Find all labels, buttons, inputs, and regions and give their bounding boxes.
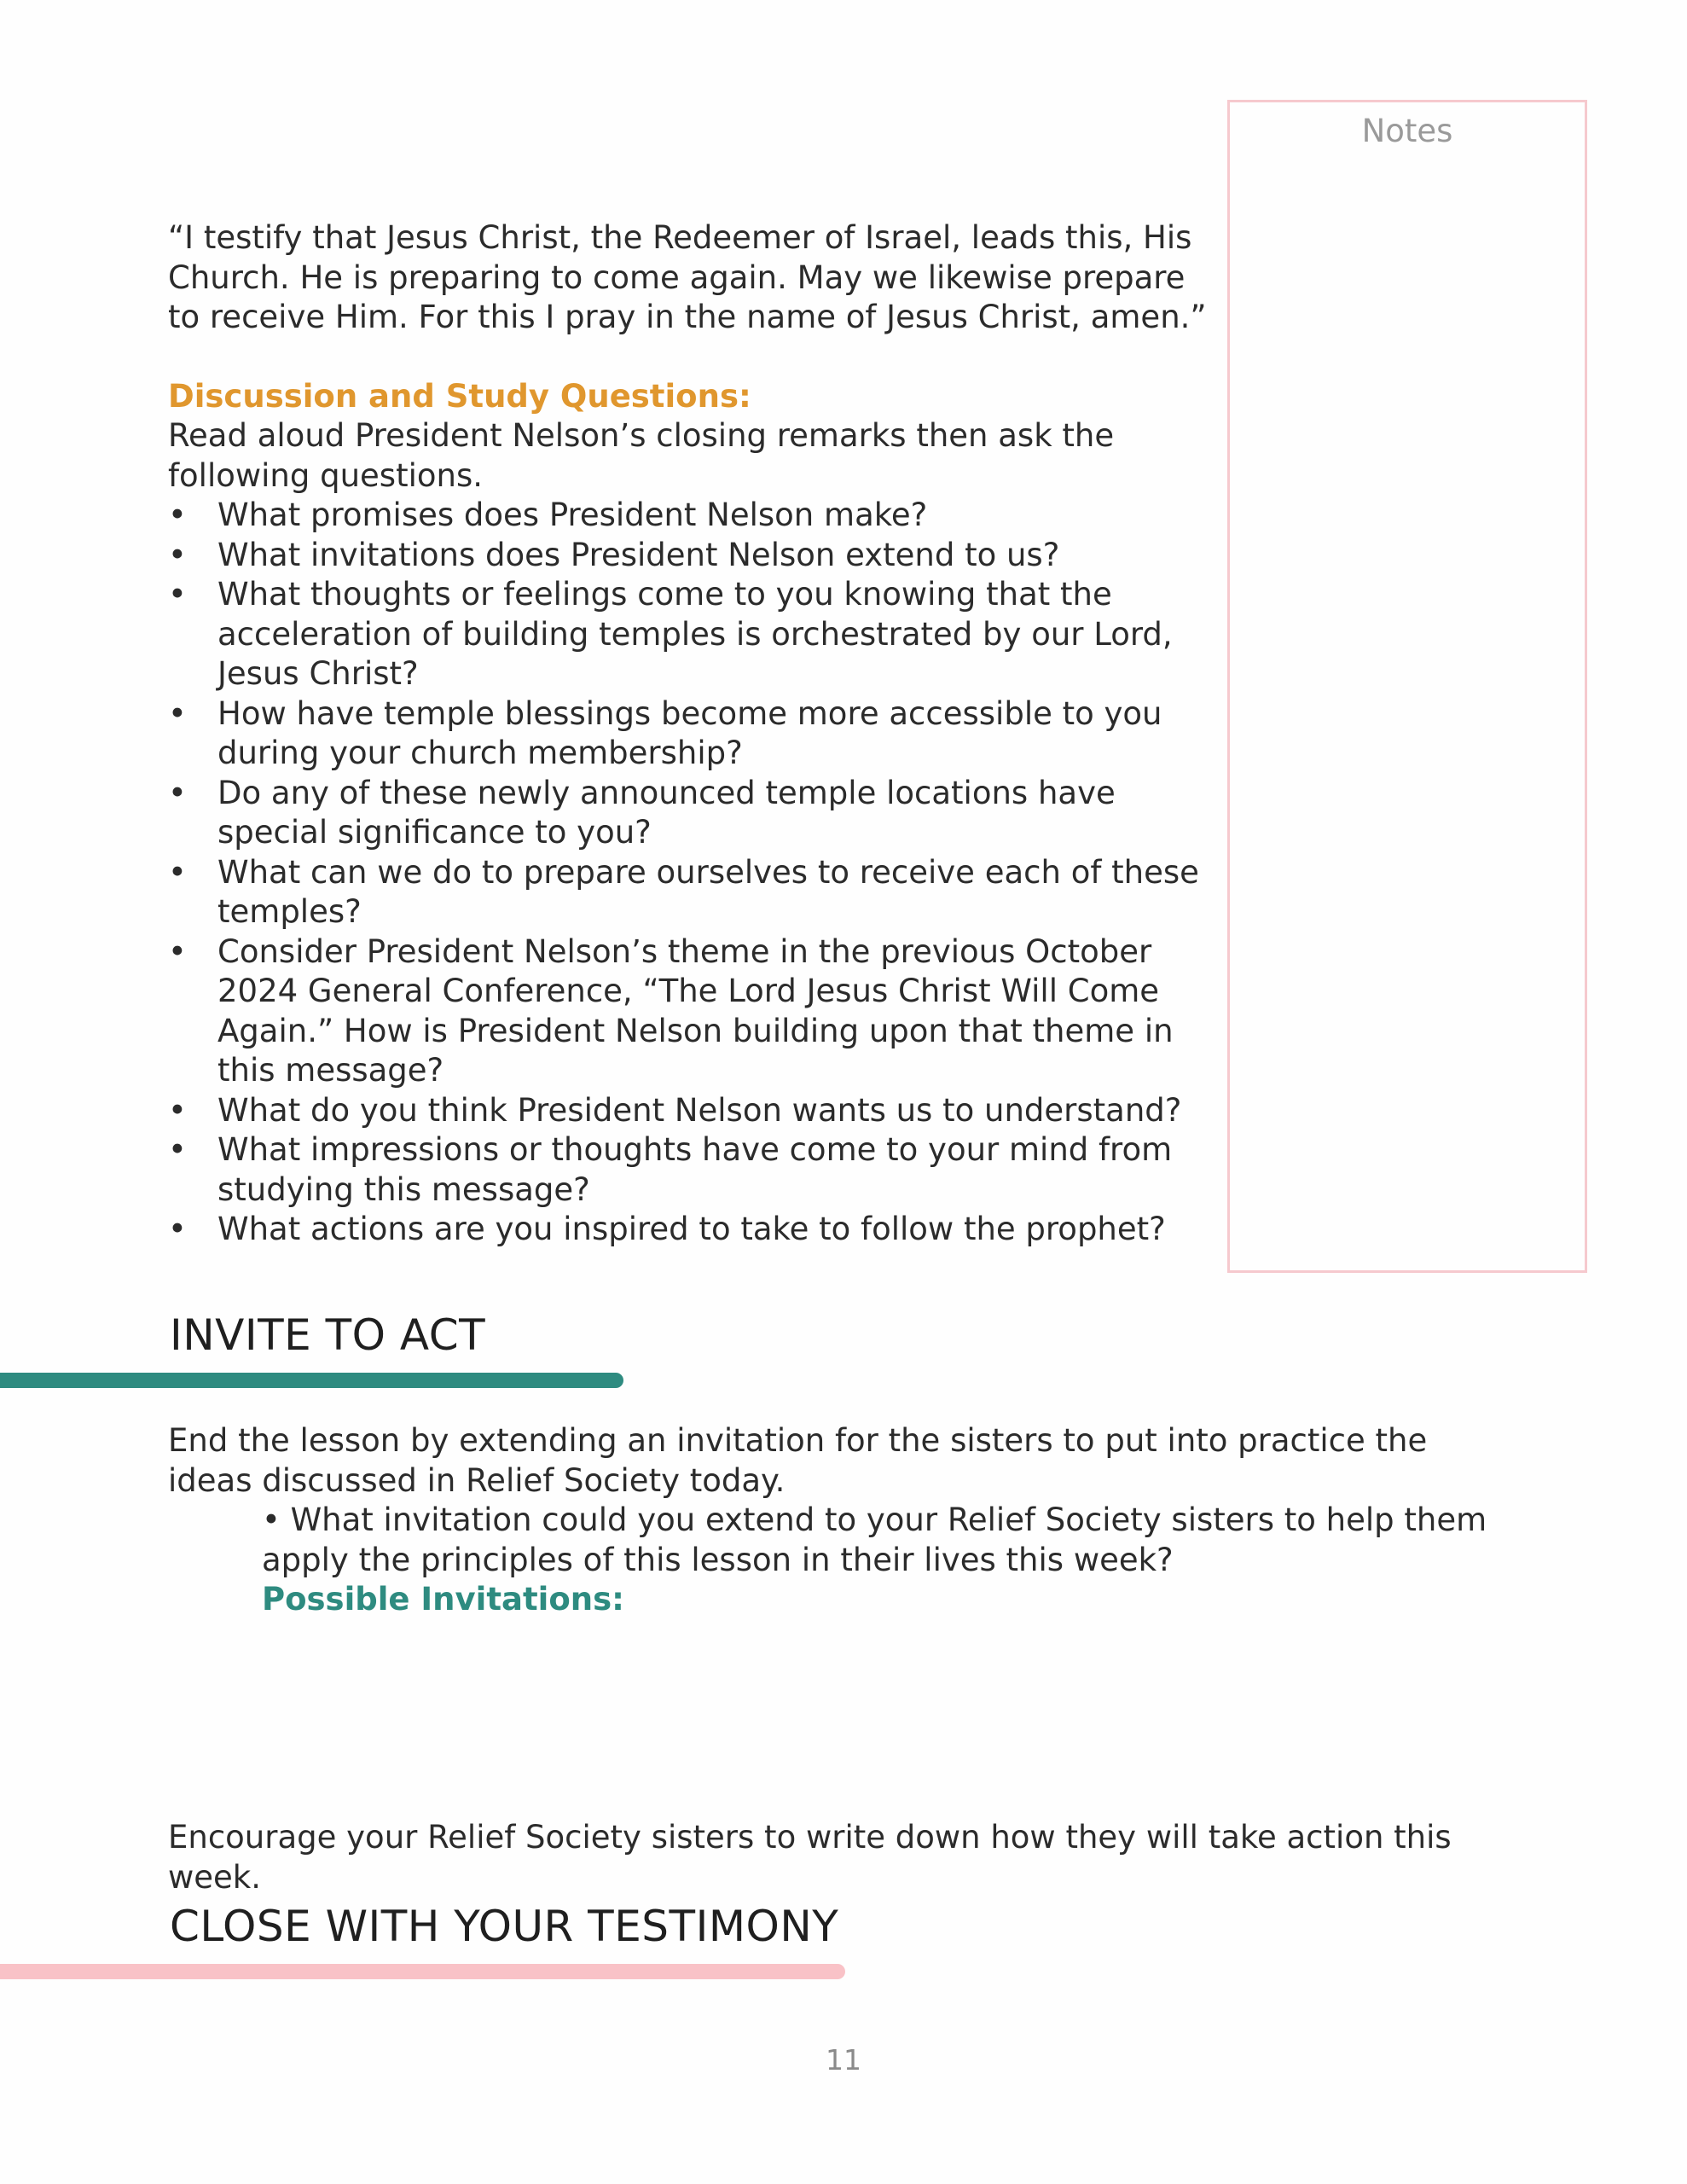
list-item: • What impressions or thoughts have come to your mind from studying this message? xyxy=(168,1130,1217,1210)
invite-intro: End the lesson by extending an invitation for the sisters to put into practice the ideas discussed in Relief Society today. xyxy=(168,1422,1428,1499)
quote-paragraph: “I testify that Jesus Christ, the Redeemer of Israel, leads this, His Church. He is preparing to come again. May we likewise prepare to receive Him. For this I pray in the name of Jesus Christ, amen.” xyxy=(168,219,1207,335)
question-list xyxy=(168,496,1217,1250)
list-item: • Consider President Nelson’s theme in the previous October 2024 General Conference, “The Lord Jesus Christ Will Come Again.” How is President Nelson building upon that theme in this message? xyxy=(168,932,1217,1091)
discussion-intro: Read aloud President Nelson’s closing remarks then ask the following questions. xyxy=(168,417,1115,494)
main-column xyxy=(168,218,1217,1250)
notes-box xyxy=(1227,100,1587,1273)
close-divider-bar xyxy=(0,1964,845,1979)
encourage-paragraph: Encourage your Relief Society sisters to write down how they will take action this week. xyxy=(168,1819,1452,1896)
close-heading: CLOSE WITH YOUR TESTIMONY xyxy=(170,1902,839,1951)
list-item: • How have temple blessings become more accessible to you during your church membership? xyxy=(168,694,1217,774)
invite-divider-bar xyxy=(0,1373,623,1388)
list-item: • What actions are you inspired to take to follow the prophet? xyxy=(168,1210,1217,1250)
list-item: • What do you think President Nelson wants us to understand? xyxy=(168,1091,1217,1131)
invite-heading: INVITE TO ACT xyxy=(170,1310,486,1360)
invite-section xyxy=(168,1421,1499,1620)
possible-invitations-label: Possible Invitations: xyxy=(262,1581,624,1618)
list-item: • Do any of these newly announced temple locations have special significance to you? xyxy=(168,774,1217,853)
page-number: 11 xyxy=(826,2043,861,2077)
invite-question xyxy=(168,1501,1499,1580)
list-item: • What promises does President Nelson make? xyxy=(168,496,1217,536)
list-item: • What invitations does President Nelson extend to us? xyxy=(168,536,1217,576)
invite-question-text: • What invitation could you extend to your Relief Society sisters to help them apply the principles of this lesson in their lives this week? xyxy=(262,1502,1487,1578)
notes-title: Notes xyxy=(1361,113,1453,149)
discussion-heading: Discussion and Study Questions: xyxy=(168,377,751,415)
list-item: • What thoughts or feelings come to you knowing that the acceleration of building temples is orchestrated by our Lord, Jesus Christ? xyxy=(168,575,1217,694)
list-item: • What can we do to prepare ourselves to receive each of these temples? xyxy=(168,853,1217,932)
